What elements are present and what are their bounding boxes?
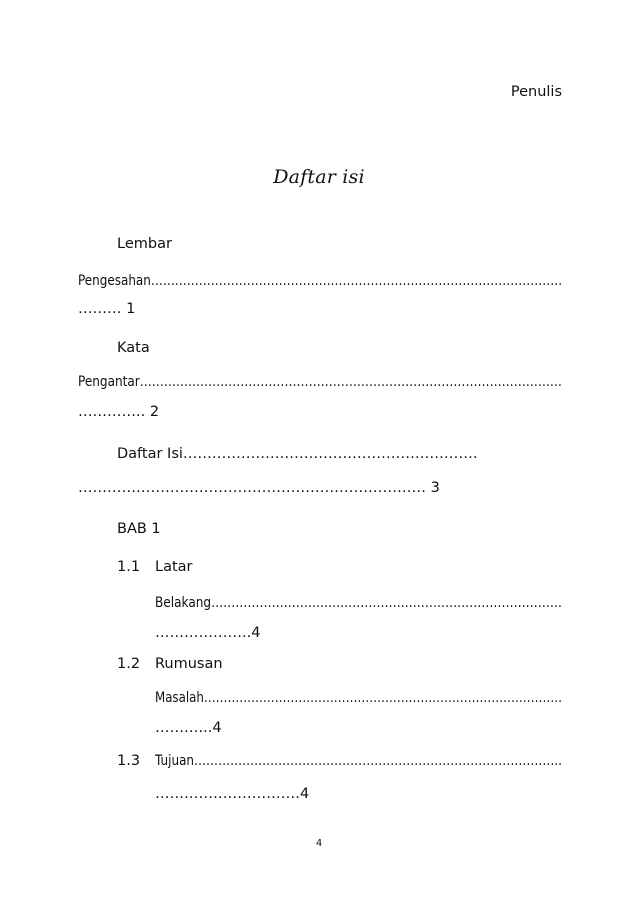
toc-line: 1.1 (117, 559, 141, 575)
toc-line: …………………………4 (155, 786, 310, 802)
toc-line: ……… 1 (78, 301, 136, 317)
toc-line: Belakang…………………………………………………………………………… (155, 595, 562, 611)
toc-line: BAB 1 (117, 521, 161, 537)
toc-line: Kata (117, 340, 150, 356)
toc-line: Tujuan……………………………………………………………………………….. (155, 753, 562, 769)
toc-line: Masalah………………………………………………………………………………. (155, 690, 562, 706)
toc-line: ………….. 2 (78, 404, 160, 420)
page-title: Daftar isi (273, 166, 365, 188)
toc-line: 1.3 (117, 753, 141, 769)
toc-line: Pengantar…………………………………………………………………………………………… (78, 374, 562, 390)
toc-line: ………………..4 (155, 625, 261, 641)
author-label: Penulis (510, 84, 562, 100)
toc-line: Lembar (117, 236, 172, 252)
toc-line: Daftar Isi……………………………………………………. (117, 446, 478, 462)
toc-line: 1.2 (117, 656, 141, 672)
toc-line: Latar (155, 559, 193, 575)
toc-line: ………...4 (155, 720, 222, 736)
toc-line: Pengesahan…………………………………………………………………………………………. (78, 273, 562, 289)
toc-line: ……………………………………………………………… 3 (78, 480, 440, 496)
toc-line: Rumusan (155, 656, 223, 672)
page-number: 4 (315, 838, 323, 849)
